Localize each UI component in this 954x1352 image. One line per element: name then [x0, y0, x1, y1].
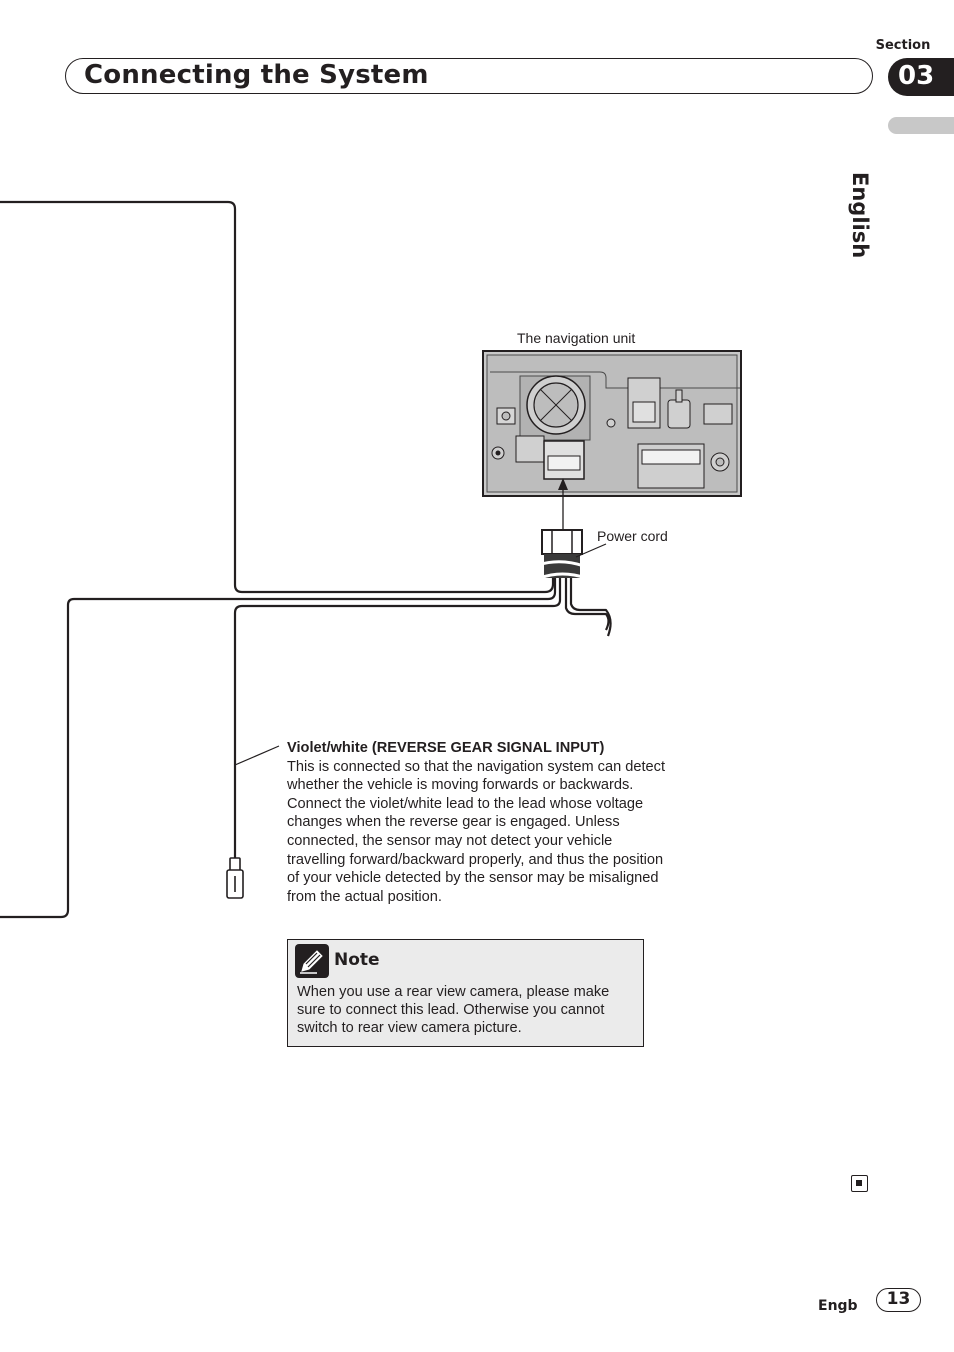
reverse-gear-heading: Violet/white (REVERSE GEAR SIGNAL INPUT)	[287, 740, 605, 756]
wire-harness-a	[566, 575, 609, 630]
note-box	[287, 939, 644, 1047]
power-cord-plug-icon	[538, 530, 586, 578]
description-line: travelling forward/backward properly, and thus the position	[287, 851, 664, 868]
power-cord-label: Power cord	[597, 528, 668, 544]
note-heading: Note	[334, 950, 380, 970]
note-text: When you use a rear view camera, please make sure to connect this lead. Otherwise you cannot switch to rear view camera picture.	[297, 984, 610, 1037]
end-of-section-icon	[851, 1175, 868, 1192]
wire-upper	[0, 202, 553, 592]
description-line: Connect the violet/white lead to the lead whose voltage	[287, 795, 644, 812]
description-line: connected, the sensor may not detect your vehicle	[287, 832, 613, 849]
leader-line-power-cord	[576, 544, 606, 557]
wire-harness-b	[571, 575, 611, 636]
description-line: from the actual position.	[287, 888, 442, 905]
description-line: changes when the reverse gear is engaged. Unless	[287, 814, 620, 831]
leader-line-violet	[235, 746, 279, 765]
lead-connector-icon	[227, 858, 243, 898]
description-line: This is connected so that the navigation system can detect	[287, 758, 666, 775]
nav-unit-label: The navigation unit	[517, 330, 636, 346]
section-number: 03	[898, 61, 935, 91]
footer-language-code: Engb	[818, 1298, 858, 1314]
reverse-gear-description	[287, 739, 707, 906]
page-number: 13	[886, 1289, 911, 1309]
description-line: whether the vehicle is moving forwards or backwards.	[287, 777, 634, 794]
cord-arrow-head	[558, 478, 568, 490]
language-tab-marker	[888, 117, 954, 134]
description-line: of your vehicle detected by the sensor may be misaligned	[287, 870, 659, 887]
section-label: Section	[875, 38, 931, 53]
language-tab-label: English	[848, 172, 872, 259]
pencil-note-icon	[295, 944, 329, 978]
nav-unit-illustration	[483, 351, 741, 496]
page-title: Connecting the System	[84, 60, 429, 90]
